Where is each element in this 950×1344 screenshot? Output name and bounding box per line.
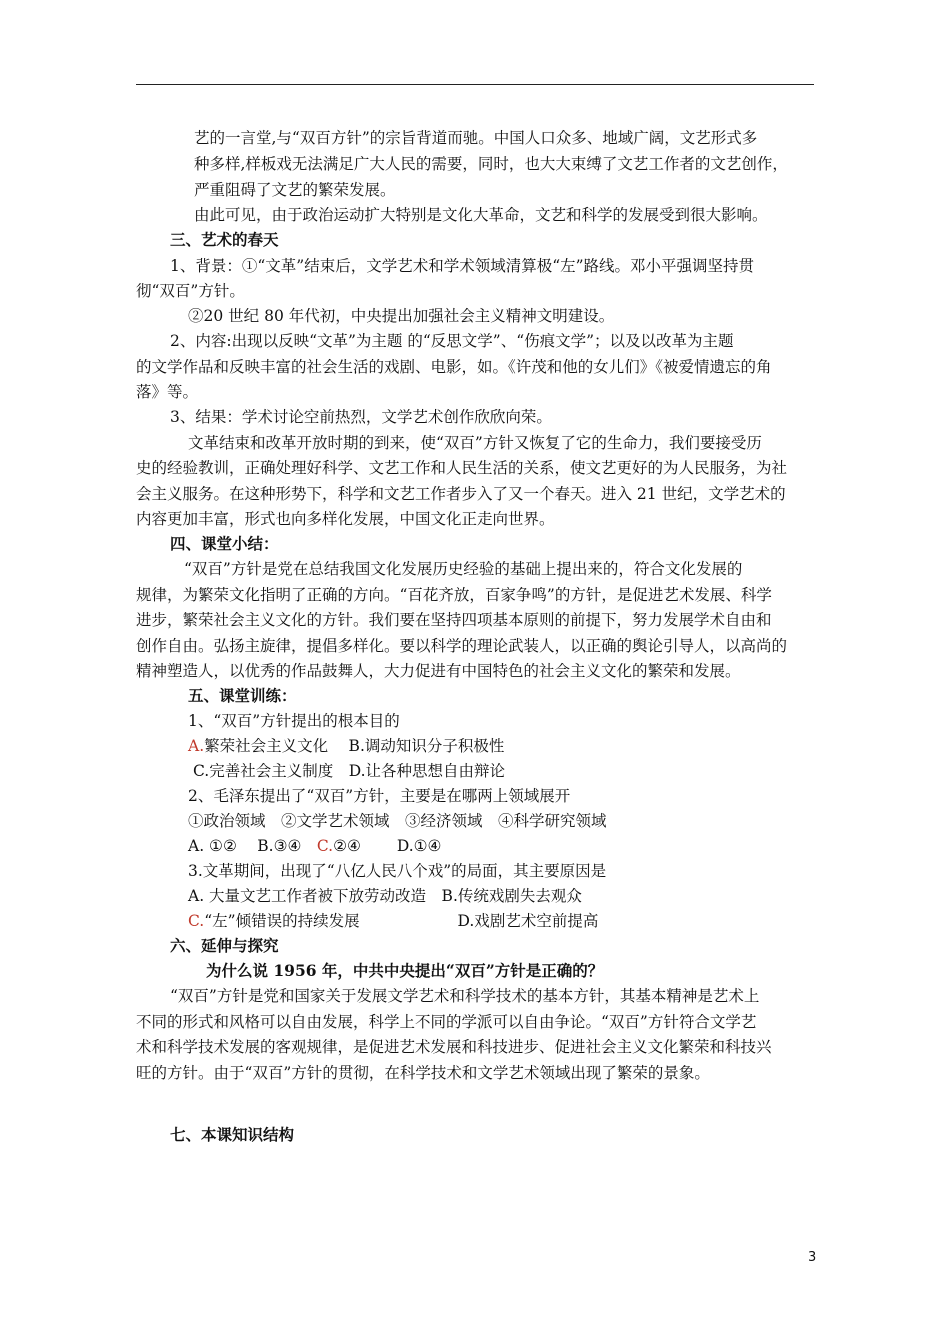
paragraph-line: 会主义服务。在这种形势下，科学和文艺工作者步入了又一个春天。进入 21 世纪，文学艺术的	[136, 485, 786, 503]
option-text: “左”倾错误的持续发展 D.戏剧艺术空前提高	[204, 912, 599, 930]
answer-options	[188, 836, 441, 856]
paragraph-line: 的文学作品和反映丰富的社会生活的戏剧、电影，如。《许茂和他的女儿们》《被爱情遗忘的角	[136, 358, 772, 376]
answer-options: ①政治领域 ②文学艺术领域 ③经济领域 ④科学研究领域	[188, 812, 607, 830]
paragraph-line: 不同的形式和风格可以自由发展，科学上不同的学派可以自由争论。“双百”方针符合文学艺	[136, 1013, 757, 1031]
paragraph-line: 严重阻碍了文艺的繁荣发展。	[194, 181, 396, 199]
paragraph-line: 由此可见，由于政治运动扩大特别是文化大革命，文艺和科学的发展受到很大影响。	[194, 206, 768, 224]
paragraph-line: 3、结果：学术讨论空前热烈，文学艺术创作欣欣向荣。	[170, 408, 552, 426]
paragraph-line: 2、内容:出现以反映“文革”为主题 的“反思文学”、“伤痕文学”；以及以改革为主题	[170, 332, 734, 350]
paragraph-line: 种多样,样板戏无法满足广大人民的需要，同时，也大大束缚了文艺工作者的文艺创作，	[194, 155, 788, 173]
section-heading: 七、本课知识结构	[170, 1125, 295, 1144]
question-heading: 为什么说 1956 年，中共中央提出“双百”方针是正确的？	[206, 961, 604, 980]
section-heading: 四、课堂小结：	[170, 534, 279, 553]
paragraph-line: 创作自由。弘扬主旋律，提倡多样化。要以科学的理论武装人，以正确的舆论引导人，以高尚的	[136, 637, 788, 655]
paragraph-line: 史的经验教训，正确处理好科学、文艺工作和人民生活的关系，使文艺更好的为人民服务，为社	[136, 459, 788, 477]
paragraph-line: “双百”方针是党在总结我国文化发展历史经验的基础上提出来的，符合文化发展的	[184, 560, 743, 578]
paragraph-line: 进步，繁荣社会主义文化的方针。我们要在坚持四项基本原则的前提下，努力发展学术自由和	[136, 611, 772, 629]
correct-answer-mark: C.	[188, 912, 205, 930]
option-text: 繁荣社会主义文化 B.调动知识分子积极性	[204, 737, 505, 755]
option-text: A. ①② B.③④	[188, 837, 317, 855]
page-number: 3	[808, 1250, 817, 1265]
header-rule	[136, 84, 814, 85]
answer-options: A. 大量文艺工作者被下放劳动改造 B.传统戏剧失去观众	[188, 887, 582, 905]
paragraph-line: 内容更加丰富，形式也向多样化发展，中国文化正走向世界。	[136, 510, 555, 528]
section-heading: 六、延伸与探究	[170, 936, 279, 955]
paragraph-line: 彻“双百”方针。	[136, 282, 245, 300]
answer-options: C.完善社会主义制度 D.让各种思想自由辩论	[193, 762, 506, 780]
question-text: 1、“双百”方针提出的根本目的	[188, 712, 400, 730]
paragraph-line: 1、背景：①“文革”结束后，文学艺术和学术领域清算极“左”路线。邓小平强调坚持贯	[170, 257, 755, 275]
answer-options	[188, 736, 504, 756]
question-text: 2、毛泽东提出了“双百”方针，主要是在哪两上领域展开	[188, 787, 571, 805]
paragraph-line: 术和科学技术发展的客观规律，是促进艺术发展和科技进步、促进社会主义文化繁荣和科技兴	[136, 1038, 772, 1056]
correct-answer-mark: C.	[316, 837, 334, 855]
correct-answer-mark: A.	[188, 737, 205, 755]
section-heading: 五、课堂训练：	[188, 686, 297, 705]
paragraph-line: 艺的一言堂,与“双百方针”的宗旨背道而驰。中国人口众多、地域广阔，文艺形式多	[194, 129, 758, 147]
paragraph-line: 规律，为繁荣文化指明了正确的方向。“百花齐放，百家争鸣”的方针，是促进艺术发展、科学	[136, 586, 772, 604]
paragraph-line: 精神塑造人，以优秀的作品鼓舞人，大力促进有中国特色的社会主义文化的繁荣和发展。	[136, 662, 741, 680]
answer-options	[188, 911, 598, 931]
paragraph-line: 旺的方针。由于“双百”方针的贯彻，在科学技术和文学艺术领域出现了繁荣的景象。	[136, 1064, 710, 1082]
option-text: ②④ D.①④	[333, 837, 442, 855]
paragraph-line: 文革结束和改革开放时期的到来，使“双百”方针又恢复了它的生命力，我们要接受历	[188, 434, 762, 452]
paragraph-line: ②20 世纪 80 年代初，中央提出加强社会主义精神文明建设。	[188, 307, 615, 325]
question-text: 3.文革期间，出现了“八亿人民八个戏”的局面，其主要原因是	[188, 862, 607, 880]
paragraph-line: 落》等。	[136, 383, 199, 401]
paragraph-line: “双百”方针是党和国家关于发展文学艺术和科学技术的基本方针，其基本精神是艺术上	[170, 987, 760, 1005]
section-heading: 三、艺术的春天	[170, 230, 279, 249]
